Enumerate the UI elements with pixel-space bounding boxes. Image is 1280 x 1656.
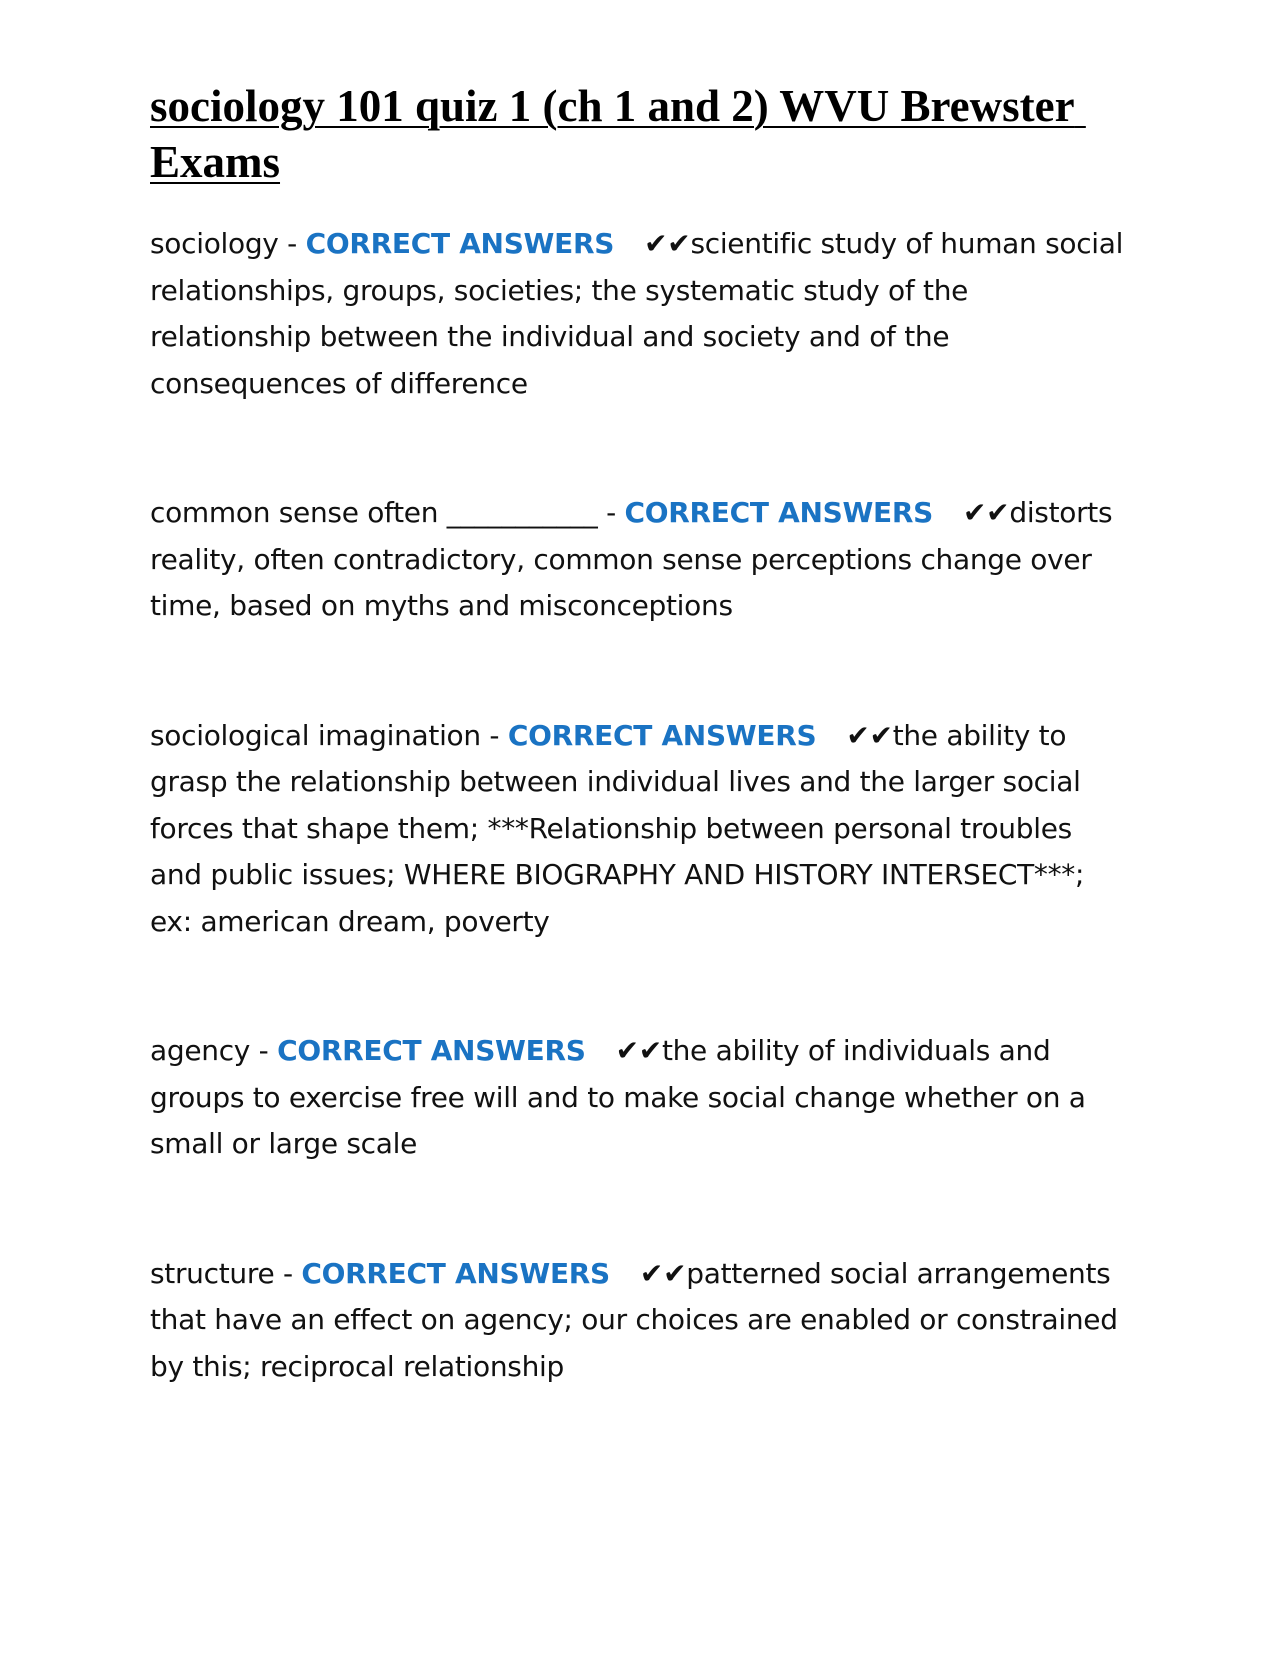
card-term: structure: [150, 1256, 275, 1290]
card-definition: scientific study of human social relationships, groups, societies; the systematic study of the relationship between the individual and society and of the consequences of difference: [150, 227, 1124, 400]
card-term: common sense often ___________: [150, 496, 598, 529]
card-definition: distorts reality, often contradictory, common sense perceptions change over time, based on myths and misconceptions: [150, 496, 1113, 622]
correct-answers-label: CORRECT ANSWERS: [301, 1256, 610, 1290]
flashcard-sociological-imagination: [150, 713, 1130, 946]
correct-answers-label: CORRECT ANSWERS: [277, 1034, 586, 1067]
term-separator: -: [480, 718, 508, 752]
flashcard-structure: [150, 1251, 1130, 1391]
flashcard-sociology: [150, 221, 1130, 407]
correct-answers-label: CORRECT ANSWERS: [624, 496, 934, 529]
term-separator: -: [274, 1256, 302, 1290]
term-separator: -: [597, 496, 625, 529]
card-definition: the ability of individuals and groups to exercise free will and to make social change whether on a small or large scale: [150, 1034, 1086, 1160]
correct-answers-label: CORRECT ANSWERS: [305, 227, 615, 260]
double-check-icon: ✔✔: [639, 1256, 687, 1290]
card-definition: patterned social arrangements that have an effect on agency; our choices are enabled or constrained by this; reciprocal relationship: [150, 1256, 1118, 1383]
card-definition: the ability to grasp the relationship between individual lives and the larger social forces that shape them; ***Relationship between personal troubles and public issues; WHERE BIOGRAPHY AND HISTORY INTERSECT***; ex: american dream, poverty: [150, 718, 1085, 938]
double-check-icon: ✔✔: [963, 496, 1010, 529]
card-term: sociology: [150, 227, 279, 260]
double-check-icon: ✔✔: [644, 227, 691, 260]
card-term: agency: [150, 1034, 251, 1067]
double-check-icon: ✔✔: [846, 718, 893, 752]
card-term: sociological imagination: [150, 718, 481, 752]
document-title: sociology 101 quiz 1 (ch 1 and 2) WVU Brewster Exams: [150, 81, 1086, 187]
double-check-icon: ✔✔: [615, 1034, 662, 1067]
term-separator: -: [278, 227, 306, 260]
correct-answers-label: CORRECT ANSWERS: [507, 718, 817, 752]
term-separator: -: [250, 1034, 278, 1067]
document-body: [150, 78, 1130, 1390]
flashcard-common-sense: [150, 490, 1130, 630]
flashcard-agency: [150, 1028, 1130, 1168]
